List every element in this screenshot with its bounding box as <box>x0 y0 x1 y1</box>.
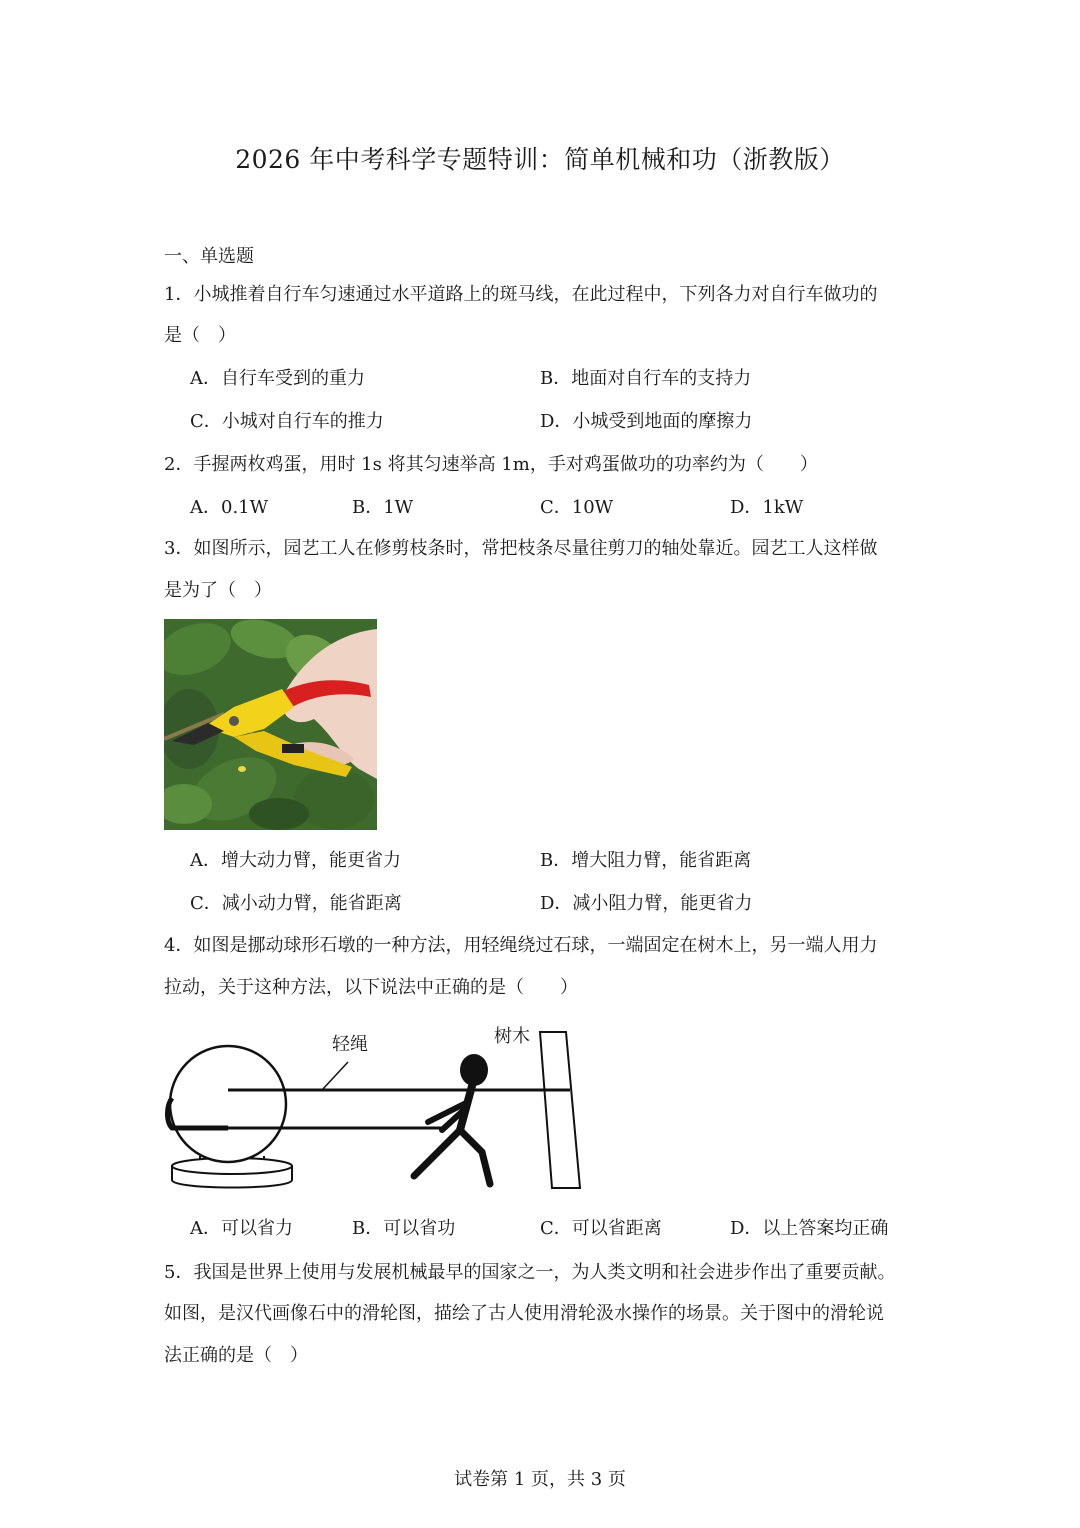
page-title: 2026 年中考科学专题特训：简单机械和功（浙教版） <box>235 145 845 174</box>
stone-ball-diagram <box>160 1018 600 1198</box>
question-5-line-3: 法正确的是（ ） <box>164 1345 308 1366</box>
question-3-option-d[interactable]: D．减小阻力臂，能更省力 <box>540 893 753 914</box>
tree-label: 树木 <box>494 1026 530 1047</box>
question-1-option-b[interactable]: B．地面对自行车的支持力 <box>540 368 752 389</box>
question-2-option-c[interactable]: C．10W <box>540 497 614 518</box>
question-1-option-a[interactable]: A．自行车受到的重力 <box>190 368 365 389</box>
question-4-line-2: 拉动，关于这种方法，以下说法中正确的是（ ） <box>164 977 578 998</box>
page-footer: 试卷第 1 页，共 3 页 <box>454 1469 626 1490</box>
question-5-line-2: 如图，是汉代画像石中的滑轮图，描绘了古人使用滑轮汲水操作的场景。关于图中的滑轮说 <box>164 1303 884 1324</box>
rope-label: 轻绳 <box>332 1034 368 1055</box>
question-1-option-c[interactable]: C．小城对自行车的推力 <box>190 411 384 432</box>
question-2-line-1: 2．手握两枚鸡蛋，用时 1s 将其匀速举高 1m，手对鸡蛋做功的功率约为（ ） <box>164 454 818 475</box>
question-3-line-2: 是为了（ ） <box>164 580 272 601</box>
question-3-option-c[interactable]: C．减小动力臂，能省距离 <box>190 893 402 914</box>
question-1-option-d[interactable]: D．小城受到地面的摩擦力 <box>540 411 753 432</box>
question-3-line-1: 3．如图所示，园艺工人在修剪枝条时，常把枝条尽量往剪刀的轴处靠近。园艺工人这样做 <box>164 538 878 559</box>
question-2-option-a[interactable]: A．0.1W <box>190 497 269 518</box>
question-5-line-1: 5．我国是世界上使用与发展机械最早的国家之一，为人类文明和社会进步作出了重要贡献。 <box>164 1262 896 1283</box>
question-2-option-b[interactable]: B．1W <box>352 497 414 518</box>
pruning-shears-photo <box>164 619 377 830</box>
question-4-option-d[interactable]: D．以上答案均正确 <box>730 1218 889 1239</box>
question-4-option-a[interactable]: A．可以省力 <box>190 1218 293 1239</box>
question-4-option-c[interactable]: C．可以省距离 <box>540 1218 662 1239</box>
question-4-option-b[interactable]: B．可以省功 <box>352 1218 456 1239</box>
question-3-option-b[interactable]: B．增大阻力臂，能省距离 <box>540 850 752 871</box>
question-1-line-2: 是（ ） <box>164 325 236 346</box>
question-3-option-a[interactable]: A．增大动力臂，能更省力 <box>190 850 401 871</box>
question-4-line-1: 4．如图是挪动球形石墩的一种方法，用轻绳绕过石球，一端固定在树木上，另一端人用力 <box>164 935 878 956</box>
section-heading: 一、单选题 <box>164 246 254 267</box>
question-1-line-1: 1．小城推着自行车匀速通过水平道路上的斑马线，在此过程中，下列各力对自行车做功的 <box>164 284 878 305</box>
question-2-option-d[interactable]: D．1kW <box>730 497 804 518</box>
